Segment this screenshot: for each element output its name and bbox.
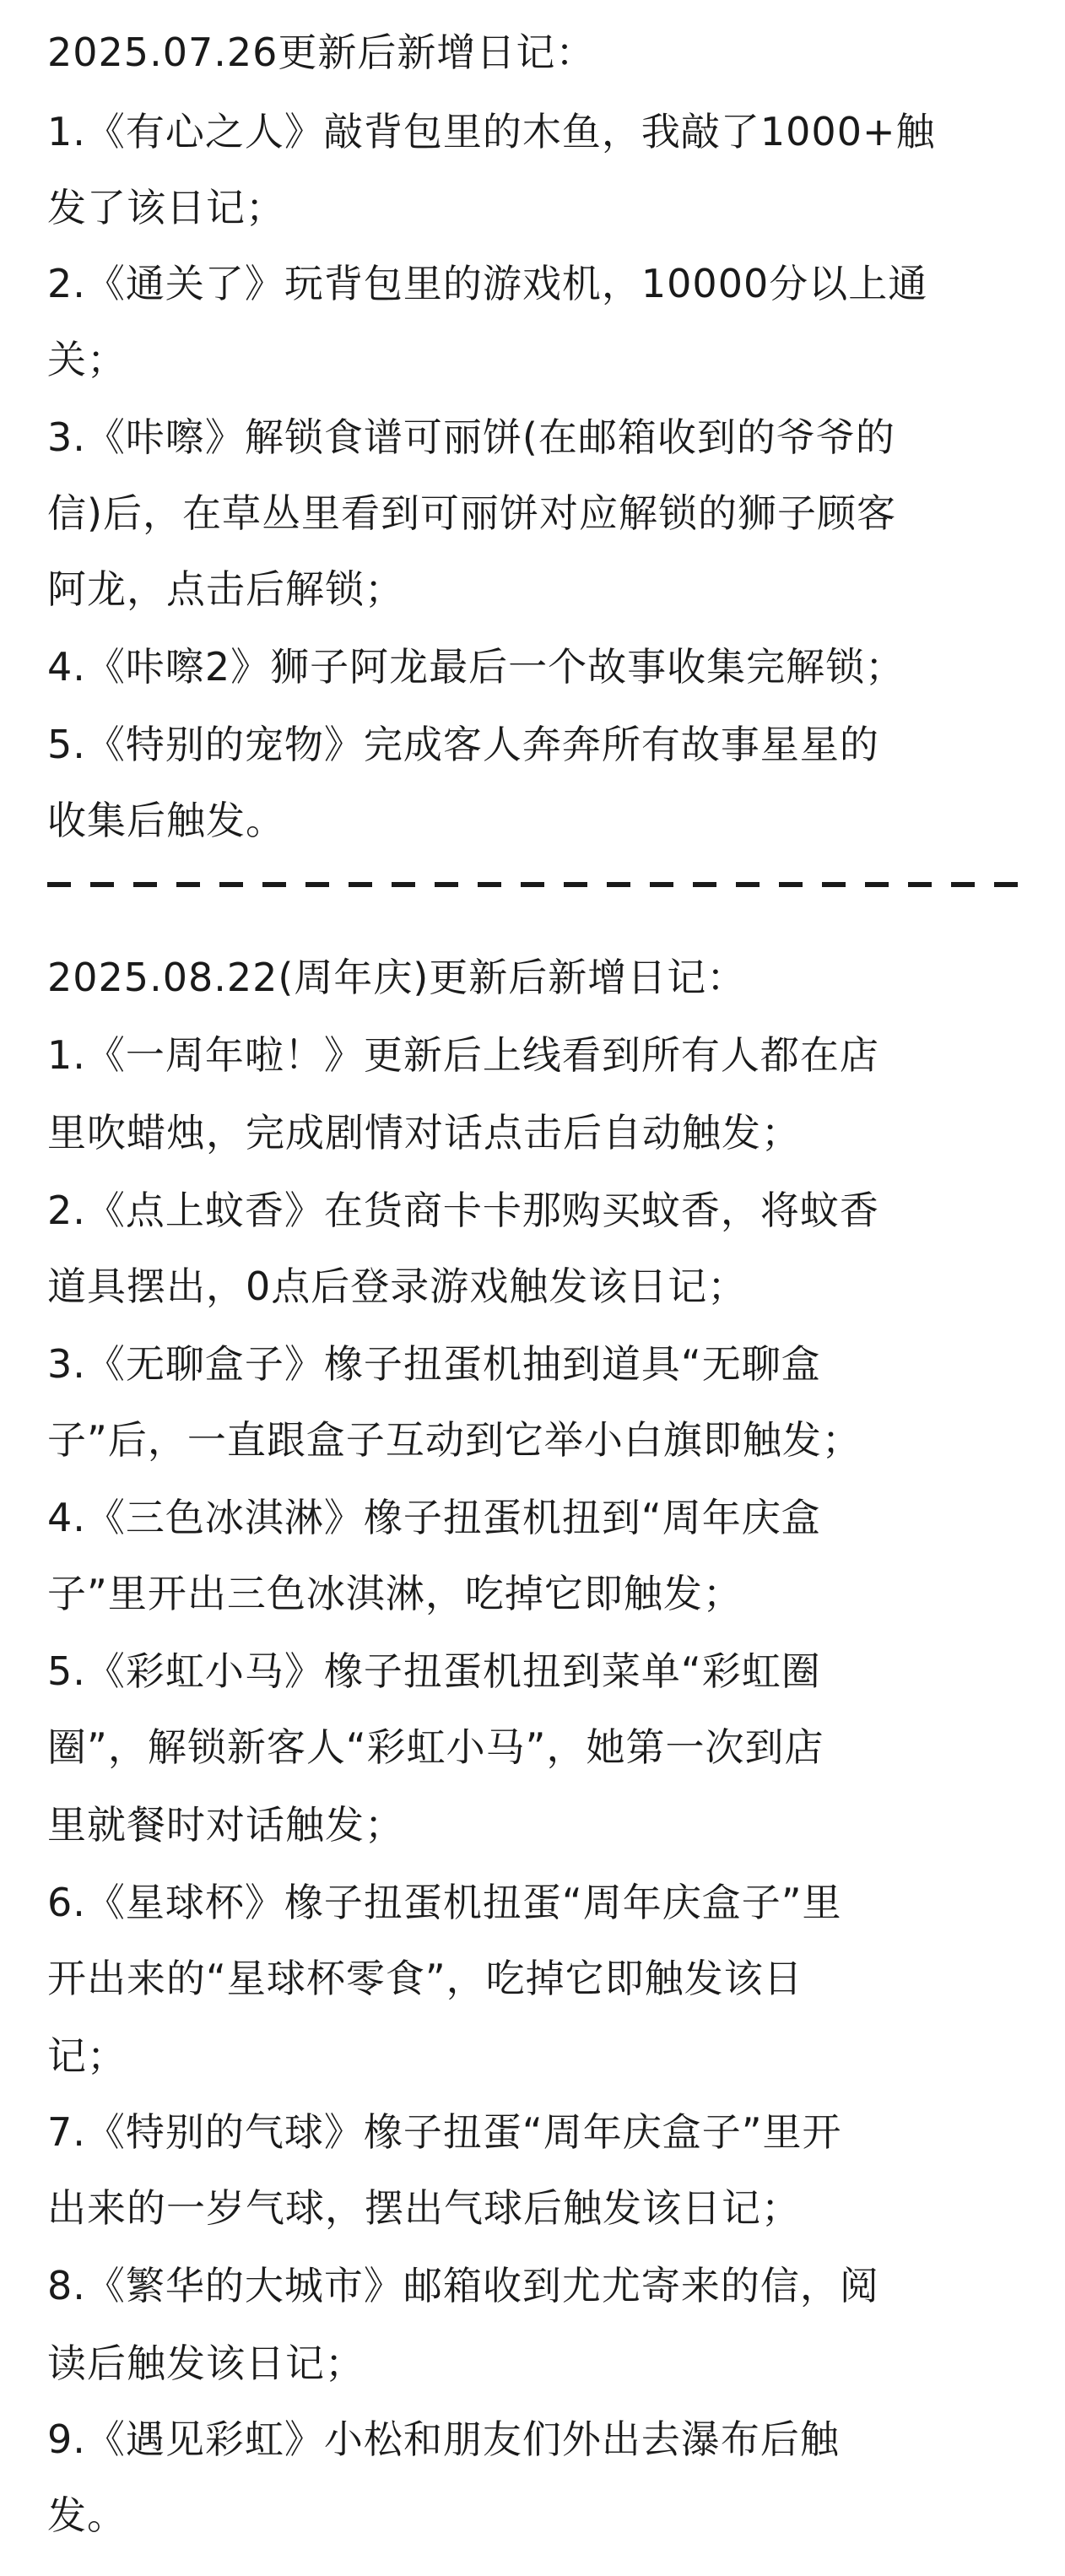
section1-line: 4.《咔嚓2》狮子阿龙最后一个故事收集完解锁； bbox=[47, 644, 906, 690]
section2-line: 3.《无聊盒子》橡子扭蛋机抽到道具“无聊盒 bbox=[47, 1341, 821, 1387]
section2-line: 子”后，一直跟盒子互动到它举小白旗即触发； bbox=[47, 1417, 862, 1463]
section2-line: 道具摆出，0点后登录游戏触发该日记； bbox=[47, 1264, 748, 1309]
section2-line: 发。 bbox=[47, 2492, 127, 2538]
section1-heading: 2025.07.26更新后新增日记： bbox=[47, 30, 596, 75]
section1-line: 2.《通关了》玩背包里的游戏机，10000分以上通 bbox=[47, 261, 928, 306]
section1-line: 收集后触发。 bbox=[47, 798, 285, 843]
section1-line: 信)后，在草丛里看到可丽饼对应解锁的狮子顾客 bbox=[47, 490, 896, 536]
section2-line: 读后触发该日记； bbox=[47, 2341, 365, 2386]
section2-line: 里吹蜡烛，完成剧情对话点击后自动触发； bbox=[47, 1110, 801, 1155]
section2-line: 4.《三色冰淇淋》橡子扭蛋机扭到“周年庆盒 bbox=[47, 1495, 821, 1540]
section2-line: 1.《一周年啦！》更新后上线看到所有人都在店 bbox=[47, 1032, 879, 1078]
section1-line: 1.《有心之人》敲背包里的木鱼，我敲了1000+触 bbox=[47, 109, 936, 154]
dashed-divider bbox=[47, 882, 1018, 887]
section2-line: 子”里开出三色冰淇淋，吃掉它即触发； bbox=[47, 1571, 743, 1616]
section2-line: 圈”，解锁新客人“彩虹小马”，她第一次到店 bbox=[47, 1724, 824, 1770]
section1-line: 关； bbox=[47, 337, 127, 382]
section2-line: 2.《点上蚊香》在货商卡卡那购买蚊香，将蚊香 bbox=[47, 1188, 879, 1233]
section2-line: 里就餐时对话触发； bbox=[47, 1802, 404, 1848]
section2-line: 9.《遇见彩虹》小松和朋友们外出去瀑布后触 bbox=[47, 2416, 840, 2462]
section2-line: 8.《繁华的大城市》邮箱收到尤尤寄来的信，阅 bbox=[47, 2263, 879, 2308]
section2-line: 记； bbox=[47, 2033, 127, 2079]
section2-line: 出来的一岁气球，摆出气球后触发该日记； bbox=[47, 2185, 801, 2231]
section1-line: 阿龙，点击后解锁； bbox=[47, 566, 404, 612]
section1-line: 发了该日记； bbox=[47, 185, 285, 230]
section2-line: 5.《彩虹小马》橡子扭蛋机扭到菜单“彩虹圈 bbox=[47, 1648, 821, 1694]
section2-line: 开出来的“星球杯零食”，吃掉它即触发该日 bbox=[47, 1956, 803, 2001]
section1-line: 3.《咔嚓》解锁食谱可丽饼(在邮箱收到的爷爷的 bbox=[47, 414, 895, 460]
section2-line: 6.《星球杯》橡子扭蛋机扭蛋“周年庆盒子”里 bbox=[47, 1880, 842, 1925]
section2-heading: 2025.08.22(周年庆)更新后新增日记： bbox=[47, 955, 747, 1000]
section2-line: 7.《特别的气球》橡子扭蛋“周年庆盒子”里开 bbox=[47, 2109, 842, 2155]
section1-line: 5.《特别的宠物》完成客人奔奔所有故事星星的 bbox=[47, 722, 879, 767]
